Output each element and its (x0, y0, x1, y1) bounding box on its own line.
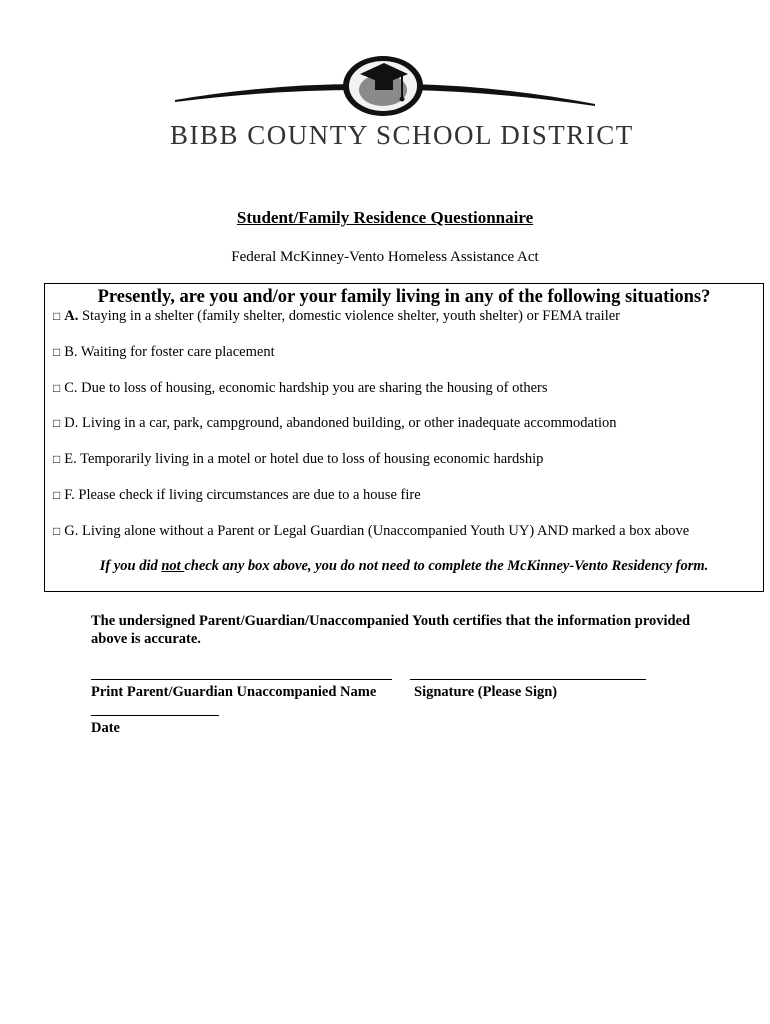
option-e-letter: E. (64, 451, 77, 467)
option-c-text: Due to loss of housing, economic hardship you are sharing the housing of others (77, 380, 548, 396)
option-a-letter: A. (64, 308, 79, 324)
option-b-text: Waiting for foster care placement (77, 344, 275, 360)
option-f-letter: F. (64, 487, 75, 503)
option-a-checkbox[interactable]: □ (53, 309, 61, 323)
option-d-checkbox[interactable]: □ (53, 416, 61, 430)
district-logo (170, 50, 634, 160)
option-f-checkbox[interactable]: □ (53, 488, 61, 502)
date-line[interactable] (91, 715, 219, 716)
certification-statement: The undersigned Parent/Guardian/Unaccompanied Youth certifies that the information provided above is accurate. (91, 613, 691, 647)
date-label: Date (91, 720, 120, 736)
signature-line[interactable] (410, 679, 646, 680)
note-emphasis: not (161, 558, 185, 574)
option-d (53, 415, 617, 432)
option-e-text: Temporarily living in a motel or hotel due to loss of housing economic hardship (76, 451, 544, 467)
option-c-checkbox[interactable]: □ (53, 381, 61, 395)
option-g-checkbox[interactable]: □ (53, 524, 61, 538)
option-b-letter: B. (64, 344, 78, 360)
questionnaire-box (44, 283, 764, 592)
option-b-checkbox[interactable]: □ (53, 345, 61, 359)
option-d-text: Living in a car, park, campground, abandoned building, or other inadequate accommodation (78, 415, 617, 431)
option-g-text: Living alone without a Parent or Legal Guardian (Unaccompanied Youth UY) AND marked a box above (78, 523, 690, 539)
option-a (53, 308, 620, 325)
note-after: check any box above, you do not need to complete the McKinney-Vento Residency form. (184, 558, 709, 574)
form-subtitle: Federal McKinney-Vento Homeless Assistance Act (231, 249, 539, 265)
signature-label: Signature (Please Sign) (414, 684, 558, 700)
option-e-checkbox[interactable]: □ (53, 452, 61, 466)
instruction-note (45, 558, 763, 575)
option-f (53, 487, 421, 504)
option-d-letter: D. (64, 415, 79, 431)
option-c-letter: C. (64, 380, 78, 396)
question-heading: Presently, are you and/or your family living in any of the following situations? (97, 287, 711, 307)
option-g (53, 523, 689, 540)
graduation-cap-icon (170, 50, 600, 120)
option-f-text: Please check if living circumstances are due to a house fire (74, 487, 421, 503)
district-name: BIBB COUNTY SCHOOL DISTRICT (170, 120, 634, 150)
option-b (53, 344, 275, 361)
option-e (53, 451, 543, 468)
form-title: Student/Family Residence Questionnaire (236, 208, 534, 227)
option-c (53, 380, 548, 397)
option-g-letter: G. (64, 523, 79, 539)
name-signature-line[interactable] (91, 679, 392, 680)
option-a-text: Staying in a shelter (family shelter, domestic violence shelter, youth shelter) or FEMA trailer (78, 308, 620, 324)
note-before: If you did (99, 558, 162, 574)
name-label: Print Parent/Guardian Unaccompanied Name (91, 684, 377, 700)
